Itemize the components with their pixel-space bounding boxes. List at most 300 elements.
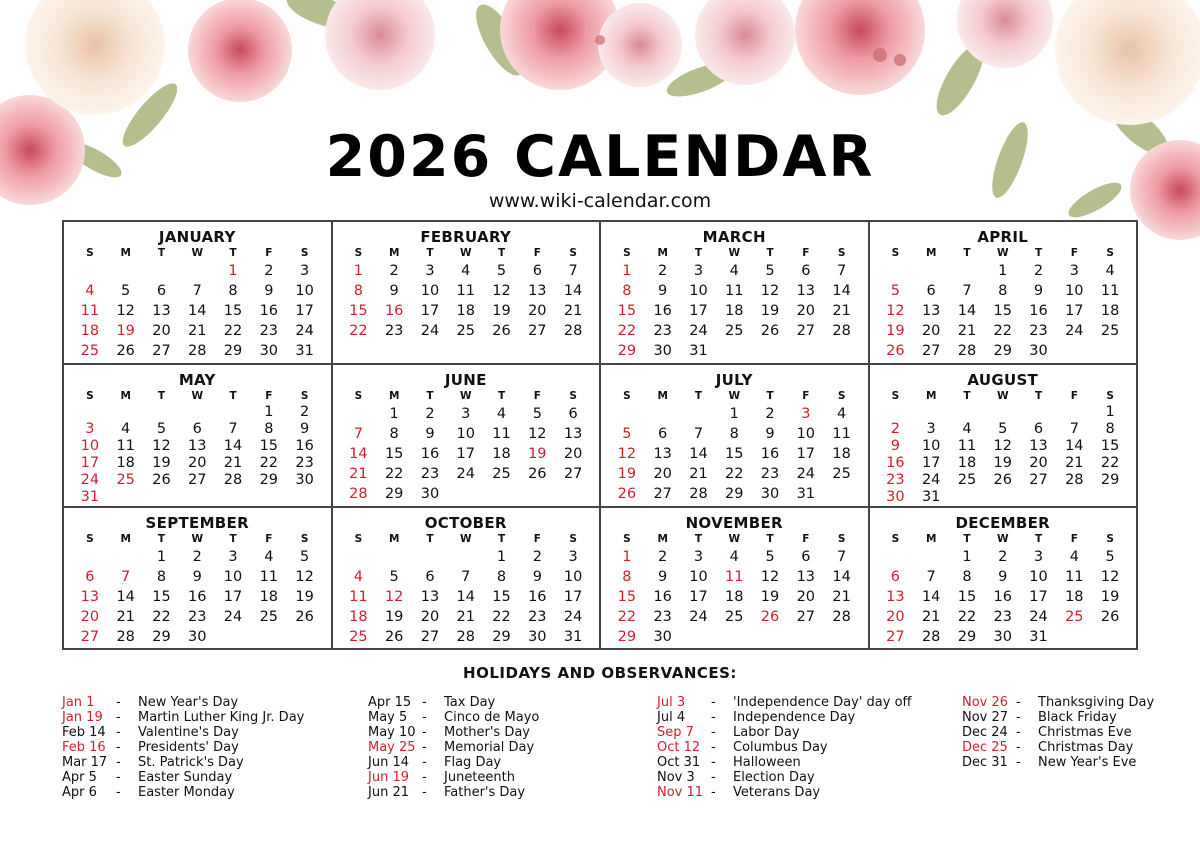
holiday-name: Halloween xyxy=(733,755,801,770)
weekday-label: S xyxy=(891,389,900,402)
day-cell: 9 xyxy=(299,420,310,437)
weekday-label: S xyxy=(837,532,846,545)
weekday-label: S xyxy=(86,389,94,402)
week-row xyxy=(341,567,592,587)
holiday-separator: - xyxy=(116,695,121,710)
holiday-separator: - xyxy=(711,695,716,710)
empty-day-cell xyxy=(251,627,287,647)
holidays-column xyxy=(368,695,598,800)
day-cell: 1 xyxy=(264,403,274,420)
day-cell: 3 xyxy=(926,420,936,437)
day-cell: 7 xyxy=(693,425,704,442)
holiday-separator: - xyxy=(422,725,427,740)
day-cell: 8 xyxy=(962,568,972,585)
weekday-label: F xyxy=(802,247,810,259)
day-cell: 15 xyxy=(957,588,977,605)
holiday-separator: - xyxy=(422,755,427,770)
day-cell: 14 xyxy=(1065,437,1084,454)
empty-day-cell xyxy=(1056,627,1092,647)
day-cell: 20 xyxy=(796,303,816,319)
day-cell: 6 xyxy=(85,568,95,585)
day-cell: 5 xyxy=(890,283,900,299)
holiday-row xyxy=(62,710,305,725)
day-cell: 17 xyxy=(1065,303,1084,319)
week-row xyxy=(609,424,860,444)
holiday-date: Sep 7 xyxy=(657,725,694,740)
day-cell: 27 xyxy=(563,465,583,482)
day-cell: 10 xyxy=(456,425,475,442)
weekday-label: M xyxy=(925,247,937,259)
weekday-label: S xyxy=(623,532,631,545)
day-cell: 29 xyxy=(617,628,637,645)
weekday-label: T xyxy=(229,389,237,402)
holiday-date: Oct 12 xyxy=(657,740,701,755)
holiday-name: Valentine's Day xyxy=(138,725,239,740)
day-cell: 14 xyxy=(349,445,368,462)
day-cell: 20 xyxy=(420,608,440,625)
day-cell: 20 xyxy=(80,608,100,625)
day-cell: 17 xyxy=(1029,588,1048,605)
weekday-label: T xyxy=(963,389,971,402)
day-cell: 29 xyxy=(259,471,279,488)
week-row xyxy=(72,547,323,567)
day-cell: 4 xyxy=(85,283,95,299)
weekday-label: T xyxy=(426,247,434,259)
week-row xyxy=(609,547,860,567)
weekday-label: W xyxy=(459,389,472,402)
holiday-name: Flag Day xyxy=(444,755,502,770)
weekday-label: S xyxy=(891,532,900,545)
day-cell: 25 xyxy=(957,471,977,488)
day-cell: 29 xyxy=(223,343,243,359)
day-cell: 22 xyxy=(617,323,637,339)
month-december xyxy=(869,507,1138,650)
day-cell: 8 xyxy=(264,420,274,437)
weekday-label: F xyxy=(1070,389,1078,402)
empty-day-cell xyxy=(72,404,108,421)
weekday-header-row xyxy=(878,389,1129,403)
holiday-separator: - xyxy=(711,785,716,800)
day-cell: 12 xyxy=(384,588,404,605)
week-row xyxy=(72,438,323,455)
weekday-label: T xyxy=(157,532,166,545)
day-cell: 3 xyxy=(1069,263,1079,279)
day-cell: 9 xyxy=(998,568,1008,585)
holiday-row xyxy=(657,785,887,800)
day-cell: 18 xyxy=(259,588,279,605)
empty-day-cell xyxy=(215,404,251,421)
weekday-label: F xyxy=(1070,532,1078,545)
weekday-header-row xyxy=(341,246,592,260)
day-cell: 27 xyxy=(1029,471,1048,488)
holiday-name: Columbus Day xyxy=(733,740,828,755)
day-cell: 2 xyxy=(890,420,900,437)
day-cell: 21 xyxy=(456,608,475,625)
weekday-label: M xyxy=(388,247,400,259)
weekday-label: W xyxy=(728,532,741,545)
day-cell: 18 xyxy=(1100,303,1120,319)
week-row xyxy=(878,261,1129,281)
weekday-label: T xyxy=(229,532,237,545)
day-cell: 26 xyxy=(993,471,1012,488)
holiday-separator: - xyxy=(711,725,716,740)
day-cell: 1 xyxy=(622,263,632,279)
day-cell: 14 xyxy=(563,283,583,299)
holiday-row xyxy=(368,755,598,770)
day-cell: 16 xyxy=(259,303,279,319)
empty-day-cell xyxy=(824,341,860,361)
day-cell: 1 xyxy=(228,263,238,279)
day-cell: 21 xyxy=(116,608,135,625)
day-cell: 30 xyxy=(993,628,1012,645)
week-row xyxy=(878,281,1129,301)
week-row xyxy=(878,627,1129,647)
weekday-label: M xyxy=(657,247,668,259)
day-cell: 21 xyxy=(957,323,977,339)
weekday-label: F xyxy=(533,532,541,545)
day-cell: 2 xyxy=(192,548,202,565)
holiday-separator: - xyxy=(711,755,716,770)
day-cell: 19 xyxy=(993,454,1012,471)
calendar-grid xyxy=(62,220,1138,650)
day-cell: 26 xyxy=(760,323,780,339)
holiday-separator: - xyxy=(711,770,716,785)
holiday-name: Easter Sunday xyxy=(138,770,233,785)
week-row xyxy=(609,607,860,627)
day-cell: 1 xyxy=(156,548,167,565)
holiday-separator: - xyxy=(116,785,121,800)
day-cell: 10 xyxy=(420,283,440,299)
day-cell: 29 xyxy=(725,485,744,502)
day-cell: 31 xyxy=(921,488,941,505)
day-cell: 2 xyxy=(299,403,310,420)
holiday-date: Apr 6 xyxy=(62,785,97,800)
day-cell: 22 xyxy=(152,608,171,625)
day-cell: 4 xyxy=(264,548,274,565)
day-cell: 11 xyxy=(456,283,475,299)
day-cell: 29 xyxy=(384,485,404,502)
holiday-row xyxy=(368,785,598,800)
month-name: SEPTEMBER xyxy=(145,513,249,532)
day-cell: 3 xyxy=(228,548,238,565)
holiday-name: Christmas Eve xyxy=(1038,725,1132,740)
day-cell: 19 xyxy=(152,454,171,471)
day-cell: 30 xyxy=(528,628,547,645)
day-cell: 17 xyxy=(420,303,440,319)
day-cell: 12 xyxy=(116,303,135,319)
day-cell: 17 xyxy=(80,454,100,471)
day-cell: 27 xyxy=(796,323,816,339)
weekday-header-row xyxy=(72,389,323,403)
day-cell: 3 xyxy=(693,548,704,565)
day-cell: 15 xyxy=(492,588,511,605)
day-cell: 10 xyxy=(223,568,243,585)
day-cell: 20 xyxy=(921,323,941,339)
holiday-name: Juneteenth xyxy=(444,770,515,785)
day-cell: 5 xyxy=(299,548,310,565)
day-cell: 26 xyxy=(617,485,637,502)
day-cell: 9 xyxy=(192,568,202,585)
day-cell: 13 xyxy=(886,588,905,605)
week-row xyxy=(72,607,323,627)
day-cell: 27 xyxy=(653,485,672,502)
weekday-label: T xyxy=(694,389,703,402)
weekday-label: T xyxy=(229,247,237,259)
week-row xyxy=(878,438,1129,455)
day-cell: 21 xyxy=(349,465,368,482)
week-row xyxy=(609,341,860,361)
weekday-label: S xyxy=(569,532,577,545)
day-cell: 11 xyxy=(80,303,100,319)
day-cell: 21 xyxy=(832,588,851,605)
weekday-label: S xyxy=(623,389,631,402)
weekday-label: F xyxy=(265,247,273,259)
day-cell: 5 xyxy=(389,568,399,585)
day-cell: 28 xyxy=(832,608,851,625)
week-row xyxy=(878,547,1129,567)
day-cell: 1 xyxy=(962,548,972,565)
empty-day-cell xyxy=(448,484,484,504)
day-cell: 18 xyxy=(1065,588,1084,605)
day-cell: 28 xyxy=(689,485,708,502)
day-cell: 22 xyxy=(617,608,637,625)
day-cell: 25 xyxy=(725,323,744,339)
day-cell: 15 xyxy=(617,588,637,605)
day-cell: 30 xyxy=(1029,343,1048,359)
day-cell: 4 xyxy=(461,263,471,279)
empty-day-cell xyxy=(1092,489,1128,506)
day-cell: 28 xyxy=(1065,471,1084,488)
day-cell: 18 xyxy=(957,454,977,471)
empty-day-cell xyxy=(1021,404,1057,421)
week-row xyxy=(341,424,592,444)
day-cell: 19 xyxy=(760,588,780,605)
day-cell: 29 xyxy=(617,343,637,359)
week-row xyxy=(609,464,860,484)
day-cell: 10 xyxy=(563,568,583,585)
holiday-name: Veterans Day xyxy=(733,785,821,800)
holiday-row xyxy=(657,740,887,755)
weekday-label: T xyxy=(694,247,703,259)
weekday-label: T xyxy=(157,389,166,402)
empty-day-cell xyxy=(108,404,144,421)
week-row xyxy=(341,444,592,464)
weekday-label: S xyxy=(1106,247,1114,259)
day-cell: 12 xyxy=(993,437,1012,454)
day-cell: 31 xyxy=(689,343,708,359)
holiday-name: New Year's Eve xyxy=(1038,755,1137,770)
holiday-name: New Year's Day xyxy=(138,695,239,710)
day-cell: 16 xyxy=(528,588,547,605)
empty-day-cell xyxy=(555,484,591,504)
day-cell: 24 xyxy=(796,465,816,482)
week-row xyxy=(341,281,592,301)
day-cell: 15 xyxy=(993,303,1012,319)
month-name: FEBRUARY xyxy=(420,228,512,246)
day-cell: 17 xyxy=(689,588,708,605)
day-cell: 22 xyxy=(492,608,511,625)
empty-day-cell xyxy=(144,404,180,421)
empty-day-cell xyxy=(144,261,180,281)
day-cell: 17 xyxy=(223,588,243,605)
day-cell: 28 xyxy=(223,471,243,488)
holiday-name: 'Independence Day' day off xyxy=(733,695,912,710)
day-cell: 14 xyxy=(188,303,207,319)
day-cell: 30 xyxy=(653,343,672,359)
day-cell: 10 xyxy=(295,283,314,299)
day-cell: 30 xyxy=(259,343,279,359)
month-name: JANUARY xyxy=(158,228,236,246)
day-cell: 20 xyxy=(528,303,547,319)
weekday-label: T xyxy=(426,532,434,545)
day-cell: 11 xyxy=(116,437,135,454)
day-cell: 21 xyxy=(689,465,708,482)
week-row xyxy=(341,261,592,281)
day-cell: 17 xyxy=(563,588,583,605)
holiday-row xyxy=(62,695,292,710)
weekday-label: S xyxy=(354,389,363,402)
empty-day-cell xyxy=(716,627,752,647)
day-cell: 4 xyxy=(729,263,739,279)
month-february xyxy=(332,221,601,364)
holiday-separator: - xyxy=(711,740,716,755)
day-cell: 25 xyxy=(1065,608,1084,625)
day-cell: 21 xyxy=(223,454,243,471)
weekday-label: T xyxy=(1034,532,1043,545)
day-cell: 17 xyxy=(796,445,816,462)
day-cell: 30 xyxy=(760,485,780,502)
day-cell: 22 xyxy=(384,465,404,482)
day-cell: 13 xyxy=(80,588,100,605)
day-cell: 15 xyxy=(725,445,744,462)
day-cell: 23 xyxy=(993,608,1012,625)
day-cell: 24 xyxy=(80,471,100,488)
day-cell: 23 xyxy=(1029,323,1048,339)
day-cell: 21 xyxy=(563,303,583,319)
empty-day-cell xyxy=(341,404,377,424)
day-cell: 17 xyxy=(921,454,941,471)
holiday-date: Mar 17 xyxy=(62,755,108,770)
week-row xyxy=(341,301,592,321)
holiday-separator: - xyxy=(711,710,716,725)
holidays-column xyxy=(62,695,305,800)
weekday-label: W xyxy=(728,247,741,259)
day-cell: 24 xyxy=(295,323,314,339)
holiday-date: Feb 14 xyxy=(62,725,106,740)
day-cell: 7 xyxy=(836,548,847,565)
day-cell: 12 xyxy=(152,437,171,454)
day-cell: 23 xyxy=(653,323,672,339)
day-cell: 18 xyxy=(492,445,511,462)
empty-day-cell xyxy=(788,627,824,647)
holiday-date: Nov 27 xyxy=(962,710,1009,725)
holiday-row xyxy=(62,725,292,740)
day-cell: 14 xyxy=(921,588,941,605)
day-cell: 5 xyxy=(1105,548,1115,565)
weekday-label: S xyxy=(86,532,94,545)
day-cell: 23 xyxy=(760,465,780,482)
holiday-date: Jul 3 xyxy=(657,695,686,710)
day-cell: 20 xyxy=(886,608,905,625)
day-cell: 3 xyxy=(299,263,310,279)
day-cell: 19 xyxy=(116,323,135,339)
holiday-row xyxy=(657,770,887,785)
day-cell: 4 xyxy=(496,405,507,422)
holiday-name: Easter Monday xyxy=(138,785,235,800)
day-cell: 16 xyxy=(295,437,314,454)
day-cell: 14 xyxy=(116,588,135,605)
day-cell: 16 xyxy=(653,303,672,319)
day-cell: 15 xyxy=(1100,437,1120,454)
empty-day-cell xyxy=(878,547,914,567)
weekday-label: W xyxy=(996,532,1009,545)
weekday-label: M xyxy=(925,389,937,402)
empty-day-cell xyxy=(824,627,860,647)
weekday-label: W xyxy=(191,247,204,259)
day-cell: 11 xyxy=(1100,283,1120,299)
day-cell: 29 xyxy=(957,628,977,645)
month-april xyxy=(869,221,1138,364)
day-cell: 7 xyxy=(121,568,131,585)
day-cell: 10 xyxy=(1029,568,1048,585)
day-cell: 8 xyxy=(496,568,507,585)
day-cell: 24 xyxy=(921,471,941,488)
day-cell: 7 xyxy=(568,263,578,279)
empty-day-cell xyxy=(609,404,645,424)
weekday-label: S xyxy=(354,532,363,545)
empty-day-cell xyxy=(913,404,949,421)
week-row xyxy=(72,261,323,281)
week-row xyxy=(878,455,1129,472)
weekday-label: W xyxy=(996,389,1009,402)
day-cell: 6 xyxy=(425,568,435,585)
day-cell: 16 xyxy=(886,454,905,471)
month-january xyxy=(63,221,332,364)
holiday-name: Christmas Day xyxy=(1038,740,1134,755)
day-cell: 28 xyxy=(563,323,583,339)
weekday-label: S xyxy=(891,247,900,259)
day-cell: 26 xyxy=(886,343,905,359)
empty-day-cell xyxy=(144,489,180,506)
holiday-date: Jan 1 xyxy=(62,695,95,710)
day-cell: 16 xyxy=(1029,303,1048,319)
week-row xyxy=(878,421,1129,438)
day-cell: 19 xyxy=(295,588,314,605)
day-cell: 15 xyxy=(152,588,171,605)
day-cell: 24 xyxy=(223,608,243,625)
day-cell: 18 xyxy=(116,454,135,471)
day-cell: 21 xyxy=(921,608,941,625)
holiday-row xyxy=(657,695,912,710)
week-row xyxy=(341,484,592,504)
day-cell: 30 xyxy=(886,488,905,505)
day-cell: 9 xyxy=(389,283,399,299)
day-cell: 13 xyxy=(563,425,583,442)
day-cell: 5 xyxy=(496,263,507,279)
day-cell: 23 xyxy=(188,608,207,625)
day-cell: 5 xyxy=(622,425,632,442)
day-cell: 25 xyxy=(456,323,475,339)
day-cell: 18 xyxy=(832,445,851,462)
holiday-row xyxy=(368,695,598,710)
month-name: DECEMBER xyxy=(955,513,1050,532)
weekday-label: M xyxy=(657,532,668,545)
week-row xyxy=(72,587,323,607)
day-cell: 24 xyxy=(420,323,440,339)
empty-day-cell xyxy=(108,489,144,506)
day-cell: 1 xyxy=(389,405,399,422)
empty-day-cell xyxy=(913,261,949,281)
